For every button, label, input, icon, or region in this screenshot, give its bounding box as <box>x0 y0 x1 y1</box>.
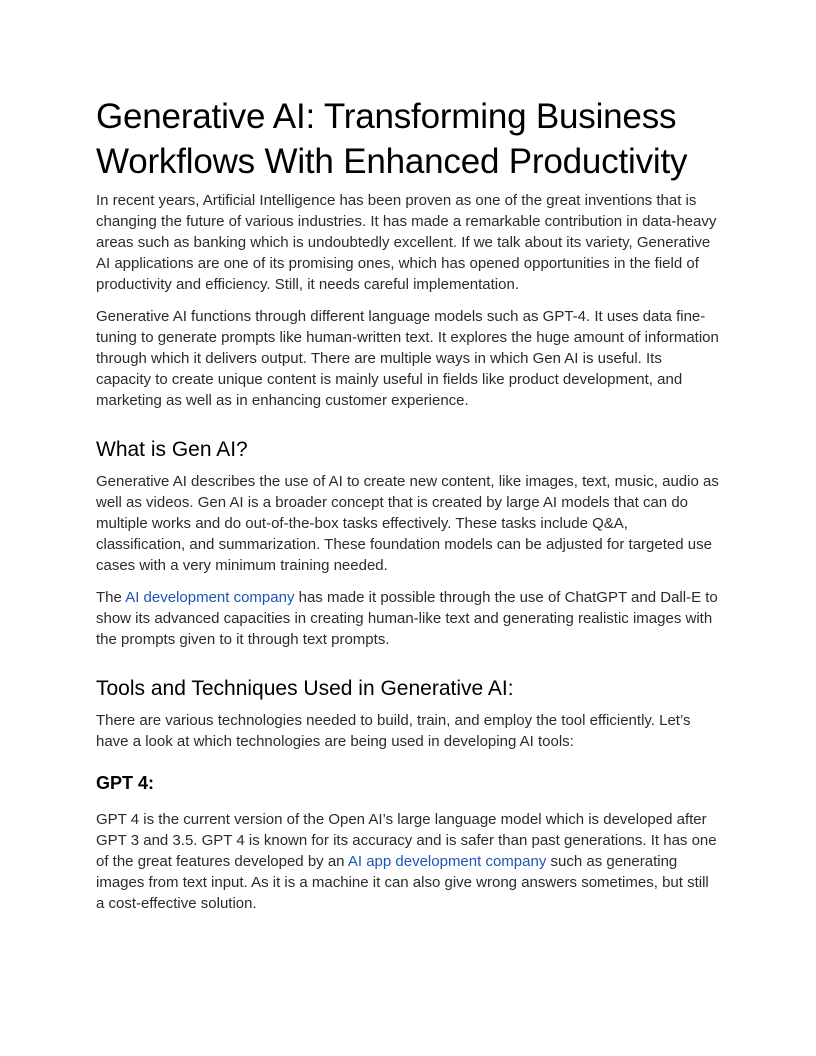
section-heading-what-is-gen-ai: What is Gen AI? <box>96 438 248 461</box>
what-is-gen-ai-paragraph-2 <box>96 587 720 650</box>
tools-paragraph-1: There are various technologies needed to build, train, and employ the tool efficiently. Let’s have a look at which technologies are being used in developing AI tools: <box>96 712 691 750</box>
intro-paragraph-2: Generative AI functions through different language models such as GPT-4. It uses data fine-tuning to generate prompts like human-written text. It explores the huge amount of information through which it delivers output. There are multiple ways in which Gen AI is useful. Its capacity to create unique content is mainly useful in fields like product development, and marketing as well as in enhancing customer experience. <box>96 308 719 409</box>
section-heading-gpt4: GPT 4: <box>96 773 155 793</box>
gpt4-paragraph <box>96 809 720 914</box>
paragraph-text: The <box>96 589 126 606</box>
what-is-gen-ai-paragraph-1: Generative AI describes the use of AI to create new content, like images, text, music, audio as well as videos. Gen AI is a broader concept that is created by large AI models that can do multiple works and do out-of-the-box tasks effectively. These tasks include Q&A, classification, and summarization. These foundation models can be adjusted for targeted use cases with a very minimum training needed. <box>96 473 719 574</box>
intro-paragraph-1: In recent years, Artificial Intelligence has been proven as one of the great inventions that is changing the future of various industries. It has made a remarkable contribution in data-heavy areas such as banking which is undoubtedly excellent. If we talk about its variety, Generative AI applications are one of its promising ones, which has opened opportunities in the field of productivity and efficiency. Still, it needs careful implementation. <box>96 192 717 293</box>
section-heading-tools-and-techniques: Tools and Techniques Used in Generative AI: <box>96 677 514 700</box>
paragraph-text: GPT 4 is the current version of the Open AI’s large language model which is developed after GPT 3 and 3.5. GPT 4 is known for its accuracy and is safer than past generations. It has one of the great features developed by an <box>96 811 717 870</box>
paragraph-text: such as generating images from text input. As it is a machine it can also give wrong answers sometimes, but still a cost-effective solution. <box>96 853 709 912</box>
page-title: Generative AI: Transforming Business Workflows With Enhanced Productivity <box>96 97 688 181</box>
ai-development-company-link[interactable]: AI development company <box>125 589 295 606</box>
document-page <box>96 94 720 925</box>
ai-app-development-company-link[interactable]: AI app development company <box>347 853 547 870</box>
paragraph-text: has made it possible through the use of ChatGPT and Dall-E to show its advanced capacities in creating human-like text and generating realistic images with the prompts given to it through text prompts. <box>96 589 718 648</box>
